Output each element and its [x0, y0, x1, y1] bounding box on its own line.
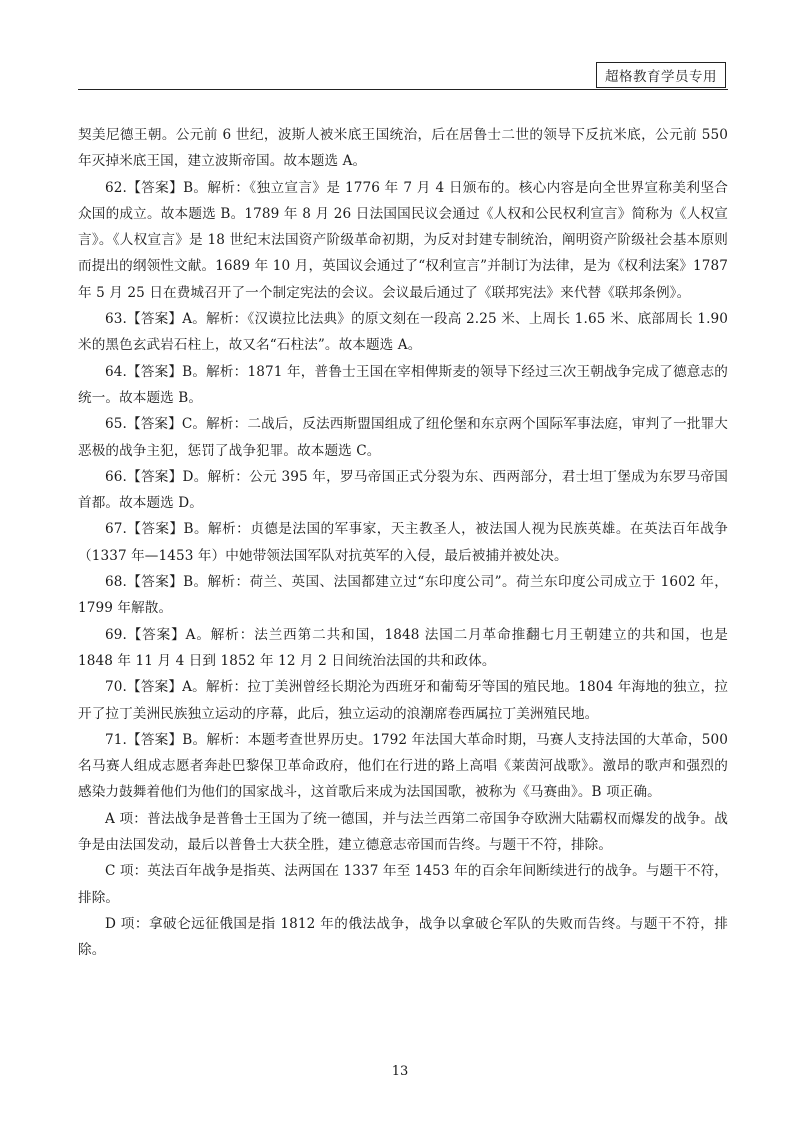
page-number: 13: [391, 1064, 409, 1079]
answer-64: 64.【答案】B。解析：1871 年，普鲁士王国在宰相俾斯麦的领导下经过三次王朝战争完成了德意志的统一。故本题选 B。: [78, 363, 728, 406]
answer-70: 70.【答案】A。解析：拉丁美洲曾经长期沦为西班牙和葡萄牙等国的殖民地。1804 年海地的独立，拉开了拉丁美洲民族独立运动的序幕，此后，独立运动的浪潮席卷西属拉丁美洲殖民地。: [78, 679, 728, 722]
answer-66: 66.【答案】D。解析：公元 395 年，罗马帝国正式分裂为东、西两部分，君士坦丁堡成为东罗马帝国首都。故本题选 D。: [78, 468, 728, 512]
answer-68: 68.【答案】B。解析：荷兰、英国、法国都建立过“东印度公司”。荷兰东印度公司成立于 1602 年，1799 年解散。: [78, 574, 728, 617]
option-c-explanation: C 项：英法百年战争是指英、法两国在 1337 年至 1453 年的百余年间断续进行的战争。与题干不符，排除。: [78, 863, 728, 906]
answer-71: 71.【答案】B。解析：本题考查世界历史。1792 年法国大革命时期，马赛人支持法国的大革命，500 名马赛人组成志愿者奔赴巴黎保卫革命政府，他们在行进的路上高唱《莱茵河战歌》。激昂的歌声和强烈的感染力鼓舞着他们为他们的国家战斗，这首歌后来成为法国国歌，被称为《马赛曲》。B 项正确。: [78, 731, 728, 801]
answer-63: 63.【答案】A。解析：《汉谟拉比法典》的原文刻在一段高 2.25 米、上周长 1.65 米、底部周长 1.90 米的黑色玄武岩石柱上，故又名“石柱法”。故本题选 A。: [78, 311, 728, 354]
answer-67: 67.【答案】B。解析：贞德是法国的军事家，天主教圣人，被法国人视为民族英雄。在英法百年战争（1337 年—1453 年）中她带领法国军队对抗英军的入侵，最后被捕并被处决。: [78, 521, 728, 564]
header-rule: [78, 89, 728, 90]
option-a-explanation: A 项：普法战争是普鲁士王国为了统一德国，并与法兰西第二帝国争夺欧洲大陆霸权而爆发的战争。战争是由法国发动，最后以普鲁士大获全胜，建立德意志帝国而告终。与题干不符，排除。: [78, 810, 728, 854]
answer-69: 69.【答案】A。解析：法兰西第二共和国，1848 法国二月革命推翻七月王朝建立的共和国，也是 1848 年 11 月 4 日到 1852 年 12 月 2 日间统治法国的共和政体。: [78, 626, 728, 669]
option-d-explanation: D 项：拿破仑远征俄国是指 1812 年的俄法战争，战争以拿破仑军队的失败而告终。与题干不符，排除。: [78, 915, 728, 959]
document-body: [78, 122, 728, 964]
answer-65: 65.【答案】C。解析：二战后，反法西斯盟国组成了纽伦堡和东京两个国际军事法庭，审判了一批罪大恶极的战争主犯，惩罚了战争犯罪。故本题选 C。: [78, 416, 728, 459]
answer-62: 62.【答案】B。解析：《独立宣言》是 1776 年 7 月 4 日颁布的。核心内容是向全世界宣称美利坚合众国的成立。故本题选 B。1789 年 8 月 26 日法国国民议会通过《人权和公民权利宣言》简称为《人权宣言》。《人权宣言》是 18 世纪末法国资产阶级革命初期，为反对封建专制统治，阐明资产阶级社会基本原则而提出的纲领性文献。1689 年 10 月，英国议会通过了“权利宣言”并制订为法律，是为《权利法案》1787 年 5 月 25 日在费城召开了一个制定宪法的会议。会议最后通过了《联邦宪法》来代替《联邦条例》。: [78, 179, 728, 301]
paragraph-intro-continuation: 契美尼德王朝。公元前 6 世纪，波斯人被米底王国统治，后在居鲁士二世的领导下反抗米底，公元前 550 年灭掉米底王国，建立波斯帝国。故本题选 A。: [78, 127, 728, 170]
header-label: 超格教育学员专用: [596, 62, 726, 88]
